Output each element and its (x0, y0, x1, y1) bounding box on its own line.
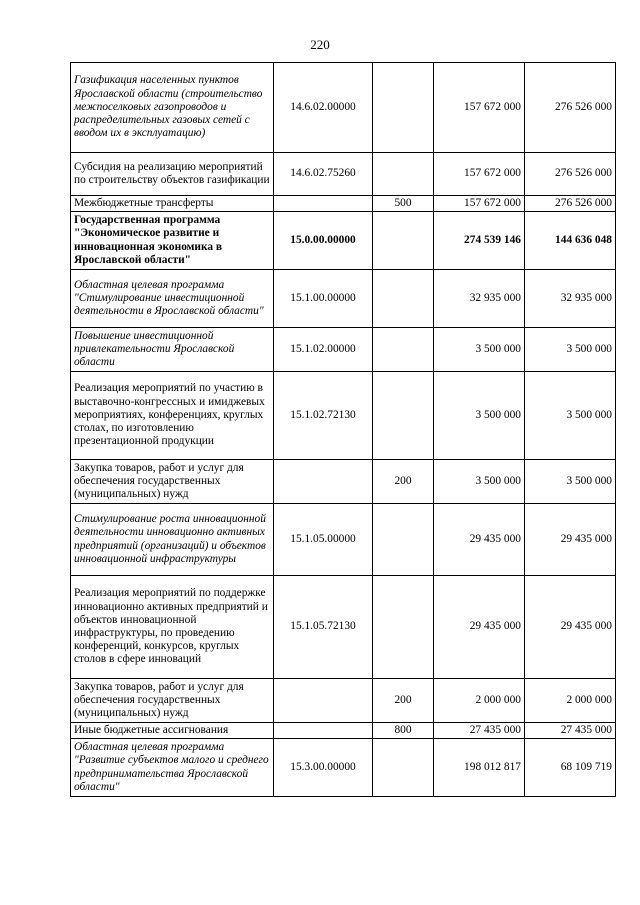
item-name-cell: Реализация мероприятий по участию в выставочно-конгрессных и имиджевых мероприятиях, конференциях, круглых столах, по изготовлению презентационной продукции (71, 372, 274, 460)
expense-type-cell (373, 328, 434, 372)
amount-year1-cell: 157 672 000 (434, 196, 525, 212)
target-code-cell (274, 460, 373, 504)
amount-year2-cell: 68 109 719 (525, 739, 616, 797)
target-code-cell (274, 196, 373, 212)
table-row (71, 723, 616, 739)
item-name-cell: Областная целевая программа "Стимулирование инвестиционной деятельности в Ярославской области" (71, 270, 274, 328)
expense-type-cell (373, 739, 434, 797)
amount-year2-cell: 276 526 000 (525, 63, 616, 153)
amount-year1-cell: 2 000 000 (434, 679, 525, 723)
amount-year1-cell: 32 935 000 (434, 270, 525, 328)
amount-year1-cell: 3 500 000 (434, 328, 525, 372)
target-code-cell: 15.1.02.00000 (274, 328, 373, 372)
expense-type-cell: 800 (373, 723, 434, 739)
page-number: 220 (310, 37, 330, 52)
expense-type-cell: 200 (373, 460, 434, 504)
amount-year1-cell: 29 435 000 (434, 576, 525, 679)
item-name-cell: Областная целевая программа "Развитие субъектов малого и среднего предпринимательства Ярославской области" (71, 739, 274, 797)
target-code-cell: 14.6.02.00000 (274, 63, 373, 153)
table-row (71, 212, 616, 270)
amount-year2-cell: 276 526 000 (525, 196, 616, 212)
amount-year2-cell: 144 636 048 (525, 212, 616, 270)
amount-year2-cell: 3 500 000 (525, 460, 616, 504)
target-code-cell: 15.0.00.00000 (274, 212, 373, 270)
item-name-cell: Субсидия на реализацию мероприятий по строительству объектов газификации (71, 153, 274, 196)
target-code-cell: 15.1.00.00000 (274, 270, 373, 328)
table-row (71, 153, 616, 196)
target-code-cell (274, 679, 373, 723)
amount-year2-cell: 32 935 000 (525, 270, 616, 328)
expense-type-cell (373, 504, 434, 576)
table-row (71, 196, 616, 212)
item-name-cell: Газификация населенных пунктов Ярославской области (строительство межпоселковых газопроводов и распределительных газовых сетей с вводом их в эксплуатацию) (71, 63, 274, 153)
item-name-cell: Государственная программа "Экономическое развитие и инновационная экономика в Ярославской области" (71, 212, 274, 270)
amount-year2-cell: 29 435 000 (525, 576, 616, 679)
amount-year2-cell: 276 526 000 (525, 153, 616, 196)
item-name-cell: Реализация мероприятий по поддержке инновационно активных предприятий и объектов инновационной инфраструктуры, по проведению конференций, конкурсов, круглых столов в сфере инноваций (71, 576, 274, 679)
amount-year2-cell: 27 435 000 (525, 723, 616, 739)
target-code-cell: 15.1.05.00000 (274, 504, 373, 576)
item-name-cell: Стимулирование роста инновационной деятельности инновационно активных предприятий (организаций) и объектов инновационной инфраструктуры (71, 504, 274, 576)
table-row (71, 679, 616, 723)
item-name-cell: Закупка товаров, работ и услуг для обеспечения государственных (муниципальных) нужд (71, 460, 274, 504)
amount-year2-cell: 3 500 000 (525, 328, 616, 372)
expense-type-cell (373, 372, 434, 460)
amount-year1-cell: 3 500 000 (434, 372, 525, 460)
expense-type-cell: 200 (373, 679, 434, 723)
table-row (71, 739, 616, 797)
target-code-cell: 15.1.02.72130 (274, 372, 373, 460)
expense-type-cell (373, 212, 434, 270)
amount-year1-cell: 274 539 146 (434, 212, 525, 270)
item-name-cell: Повышение инвестиционной привлекательности Ярославской области (71, 328, 274, 372)
table-row (71, 460, 616, 504)
target-code-cell: 15.3.00.00000 (274, 739, 373, 797)
table-row (71, 63, 616, 153)
amount-year2-cell: 2 000 000 (525, 679, 616, 723)
expense-type-cell (373, 153, 434, 196)
table-row (71, 576, 616, 679)
expense-type-cell (373, 270, 434, 328)
expense-type-cell (373, 63, 434, 153)
amount-year2-cell: 29 435 000 (525, 504, 616, 576)
amount-year1-cell: 3 500 000 (434, 460, 525, 504)
amount-year1-cell: 198 012 817 (434, 739, 525, 797)
table-row (71, 504, 616, 576)
item-name-cell: Межбюджетные трансферты (71, 196, 274, 212)
target-code-cell: 15.1.05.72130 (274, 576, 373, 679)
target-code-cell: 14.6.02.75260 (274, 153, 373, 196)
table-row (71, 270, 616, 328)
item-name-cell: Иные бюджетные ассигнования (71, 723, 274, 739)
amount-year2-cell: 3 500 000 (525, 372, 616, 460)
item-name-cell: Закупка товаров, работ и услуг для обеспечения государственных (муниципальных) нужд (71, 679, 274, 723)
expense-type-cell: 500 (373, 196, 434, 212)
amount-year1-cell: 157 672 000 (434, 153, 525, 196)
budget-table-body (71, 63, 616, 797)
amount-year1-cell: 29 435 000 (434, 504, 525, 576)
budget-table (70, 62, 616, 797)
table-row (71, 372, 616, 460)
amount-year1-cell: 157 672 000 (434, 63, 525, 153)
expense-type-cell (373, 576, 434, 679)
amount-year1-cell: 27 435 000 (434, 723, 525, 739)
target-code-cell (274, 723, 373, 739)
table-row (71, 328, 616, 372)
